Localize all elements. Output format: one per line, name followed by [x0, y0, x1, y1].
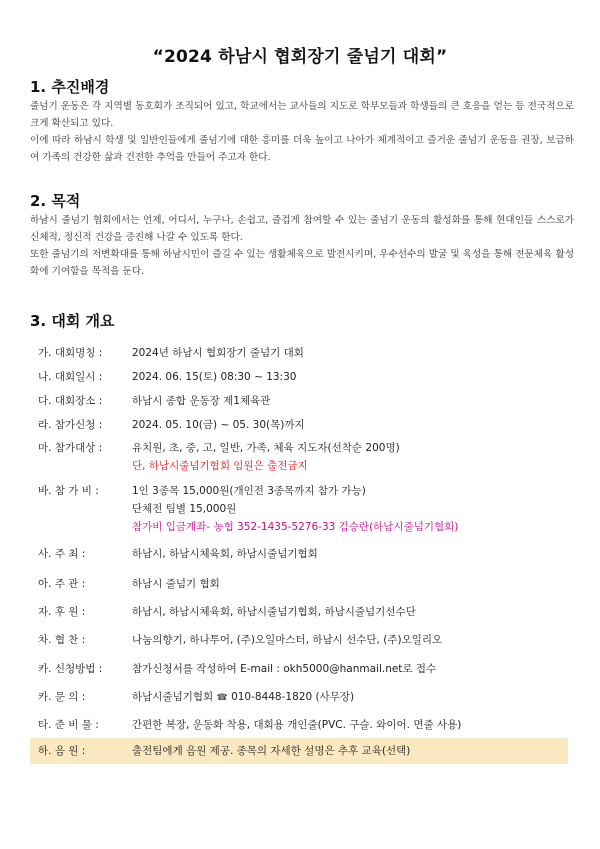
row-value: 2024년 하남시 협회장기 줄넘기 대회	[132, 347, 304, 359]
row-label: 다. 대회장소 :	[38, 395, 103, 407]
row-label: 아. 주 관 :	[38, 578, 86, 590]
background-paragraph-2: 이에 따라 하남시 학생 및 일반인들에게 줄넘기에 대한 흥미를 더욱 높이고 나아가 체계적이고 즐거운 줄넘기 운동을 권장, 보급하여 가족의 건강한 삶과 건전한 추억을 만들어 주고자 한다.	[30, 135, 574, 163]
row-label: 카. 문 의 :	[38, 691, 86, 703]
overview-row-music	[30, 738, 568, 764]
section-heading-overview: 3. 대회 개요	[30, 312, 115, 330]
row-label: 라. 참가신청 :	[38, 419, 103, 431]
purpose-text	[30, 212, 574, 280]
background-text	[30, 98, 574, 166]
row-value: 2024. 05. 10(금) ~ 05. 30(목)까지	[132, 419, 305, 431]
row-label: 하. 음 원 :	[38, 745, 86, 757]
row-value: 하남시 종합 운동장 제1체육관	[132, 395, 271, 407]
row-label: 사. 주 최 :	[38, 548, 86, 560]
row-label: 카. 신청방법 :	[38, 663, 103, 675]
background-paragraph-1: 줄넘기 운동은 각 지역별 동호회가 조직되어 있고, 학교에서는 교사들의 지도로 학부모들과 학생들의 큰 호응을 얻는 등 전국적으로 크게 확산되고 있다.	[30, 101, 574, 129]
phone-icon: ☎	[216, 693, 228, 703]
row-label: 타. 준 비 물 :	[38, 719, 99, 731]
row-value: 하남시, 하남시체육회, 하남시줄넘기협회, 하남시줄넘기선수단	[132, 606, 416, 618]
row-value: 2024. 06. 15(토) 08:30 ~ 13:30	[132, 371, 297, 383]
row-value: 간편한 복장, 운동화 착용, 대회용 개인줄(PVC. 구슬. 와이어. 면줄 사용)	[132, 719, 462, 731]
inquiry-phone: 010-8448-1820 (사무장)	[231, 691, 355, 703]
row-label: 나. 대회일시 :	[38, 371, 103, 383]
row-value: 유치원, 초, 중, 고, 일반, 가족, 체육 지도자(선착순 200명)	[132, 442, 400, 454]
row-value: 참가신청서를 작성하여 E-mail : okh5000@hanmail.net로 접수	[132, 663, 437, 675]
bank-account: 참가비 입금계좌- 농협 352-1435-5276-33 김승란(하남시줄넘기협회)	[132, 521, 459, 533]
row-label: 마. 참가대상 :	[38, 442, 103, 454]
inquiry-org: 하남시줄넘기협회	[132, 691, 214, 703]
row-label: 자. 후 원 :	[38, 606, 86, 618]
row-value: 하남시 줄넘기 협회	[132, 578, 220, 590]
row-label: 바. 참 가 비 :	[38, 485, 99, 497]
purpose-paragraph-1: 하남시 줄넘기 협회에서는 언제, 어디서, 누구나, 손쉽고, 즐겁게 참여할 수 있는 줄넘기 운동의 활성화를 통해 현대인들 스스로가 신체적, 정신적 건강을 증진해 나갈 수 있도록 한다.	[30, 215, 574, 243]
section-heading-purpose: 2. 목적	[30, 192, 81, 210]
row-note: 단, 하남시줄넘기협회 임원은 출전금지	[132, 460, 308, 472]
row-label: 가. 대회명칭 :	[38, 347, 103, 359]
row-label: 차. 협 찬 :	[38, 634, 86, 646]
row-value: 1인 3종목 15,000원(개인전 3종목까지 참가 가능)	[132, 485, 366, 497]
row-value: 하남시, 하남시체육회, 하남시줄넘기협회	[132, 548, 318, 560]
row-value: 출전팀에게 음원 제공. 종목의 자세한 설명은 추후 교육(선택)	[132, 745, 411, 757]
purpose-paragraph-2: 또한 줄넘기의 저변확대를 통해 하남시민이 즐길 수 있는 생활체육으로 발전시키며, 우수선수의 발굴 및 육성을 통해 전문체육 활성화에 기여함을 목적을 둔다.	[30, 249, 574, 277]
row-value: 나눔의향기, 하나투어, (주)오일마스터, 하남시 선수단, (주)오일리오	[132, 634, 443, 646]
page-title: “2024 하남시 협회장기 줄넘기 대회”	[152, 47, 448, 67]
row-value-team: 단체전 팀별 15,000원	[132, 503, 237, 515]
section-heading-background: 1. 추진배경	[30, 78, 110, 96]
